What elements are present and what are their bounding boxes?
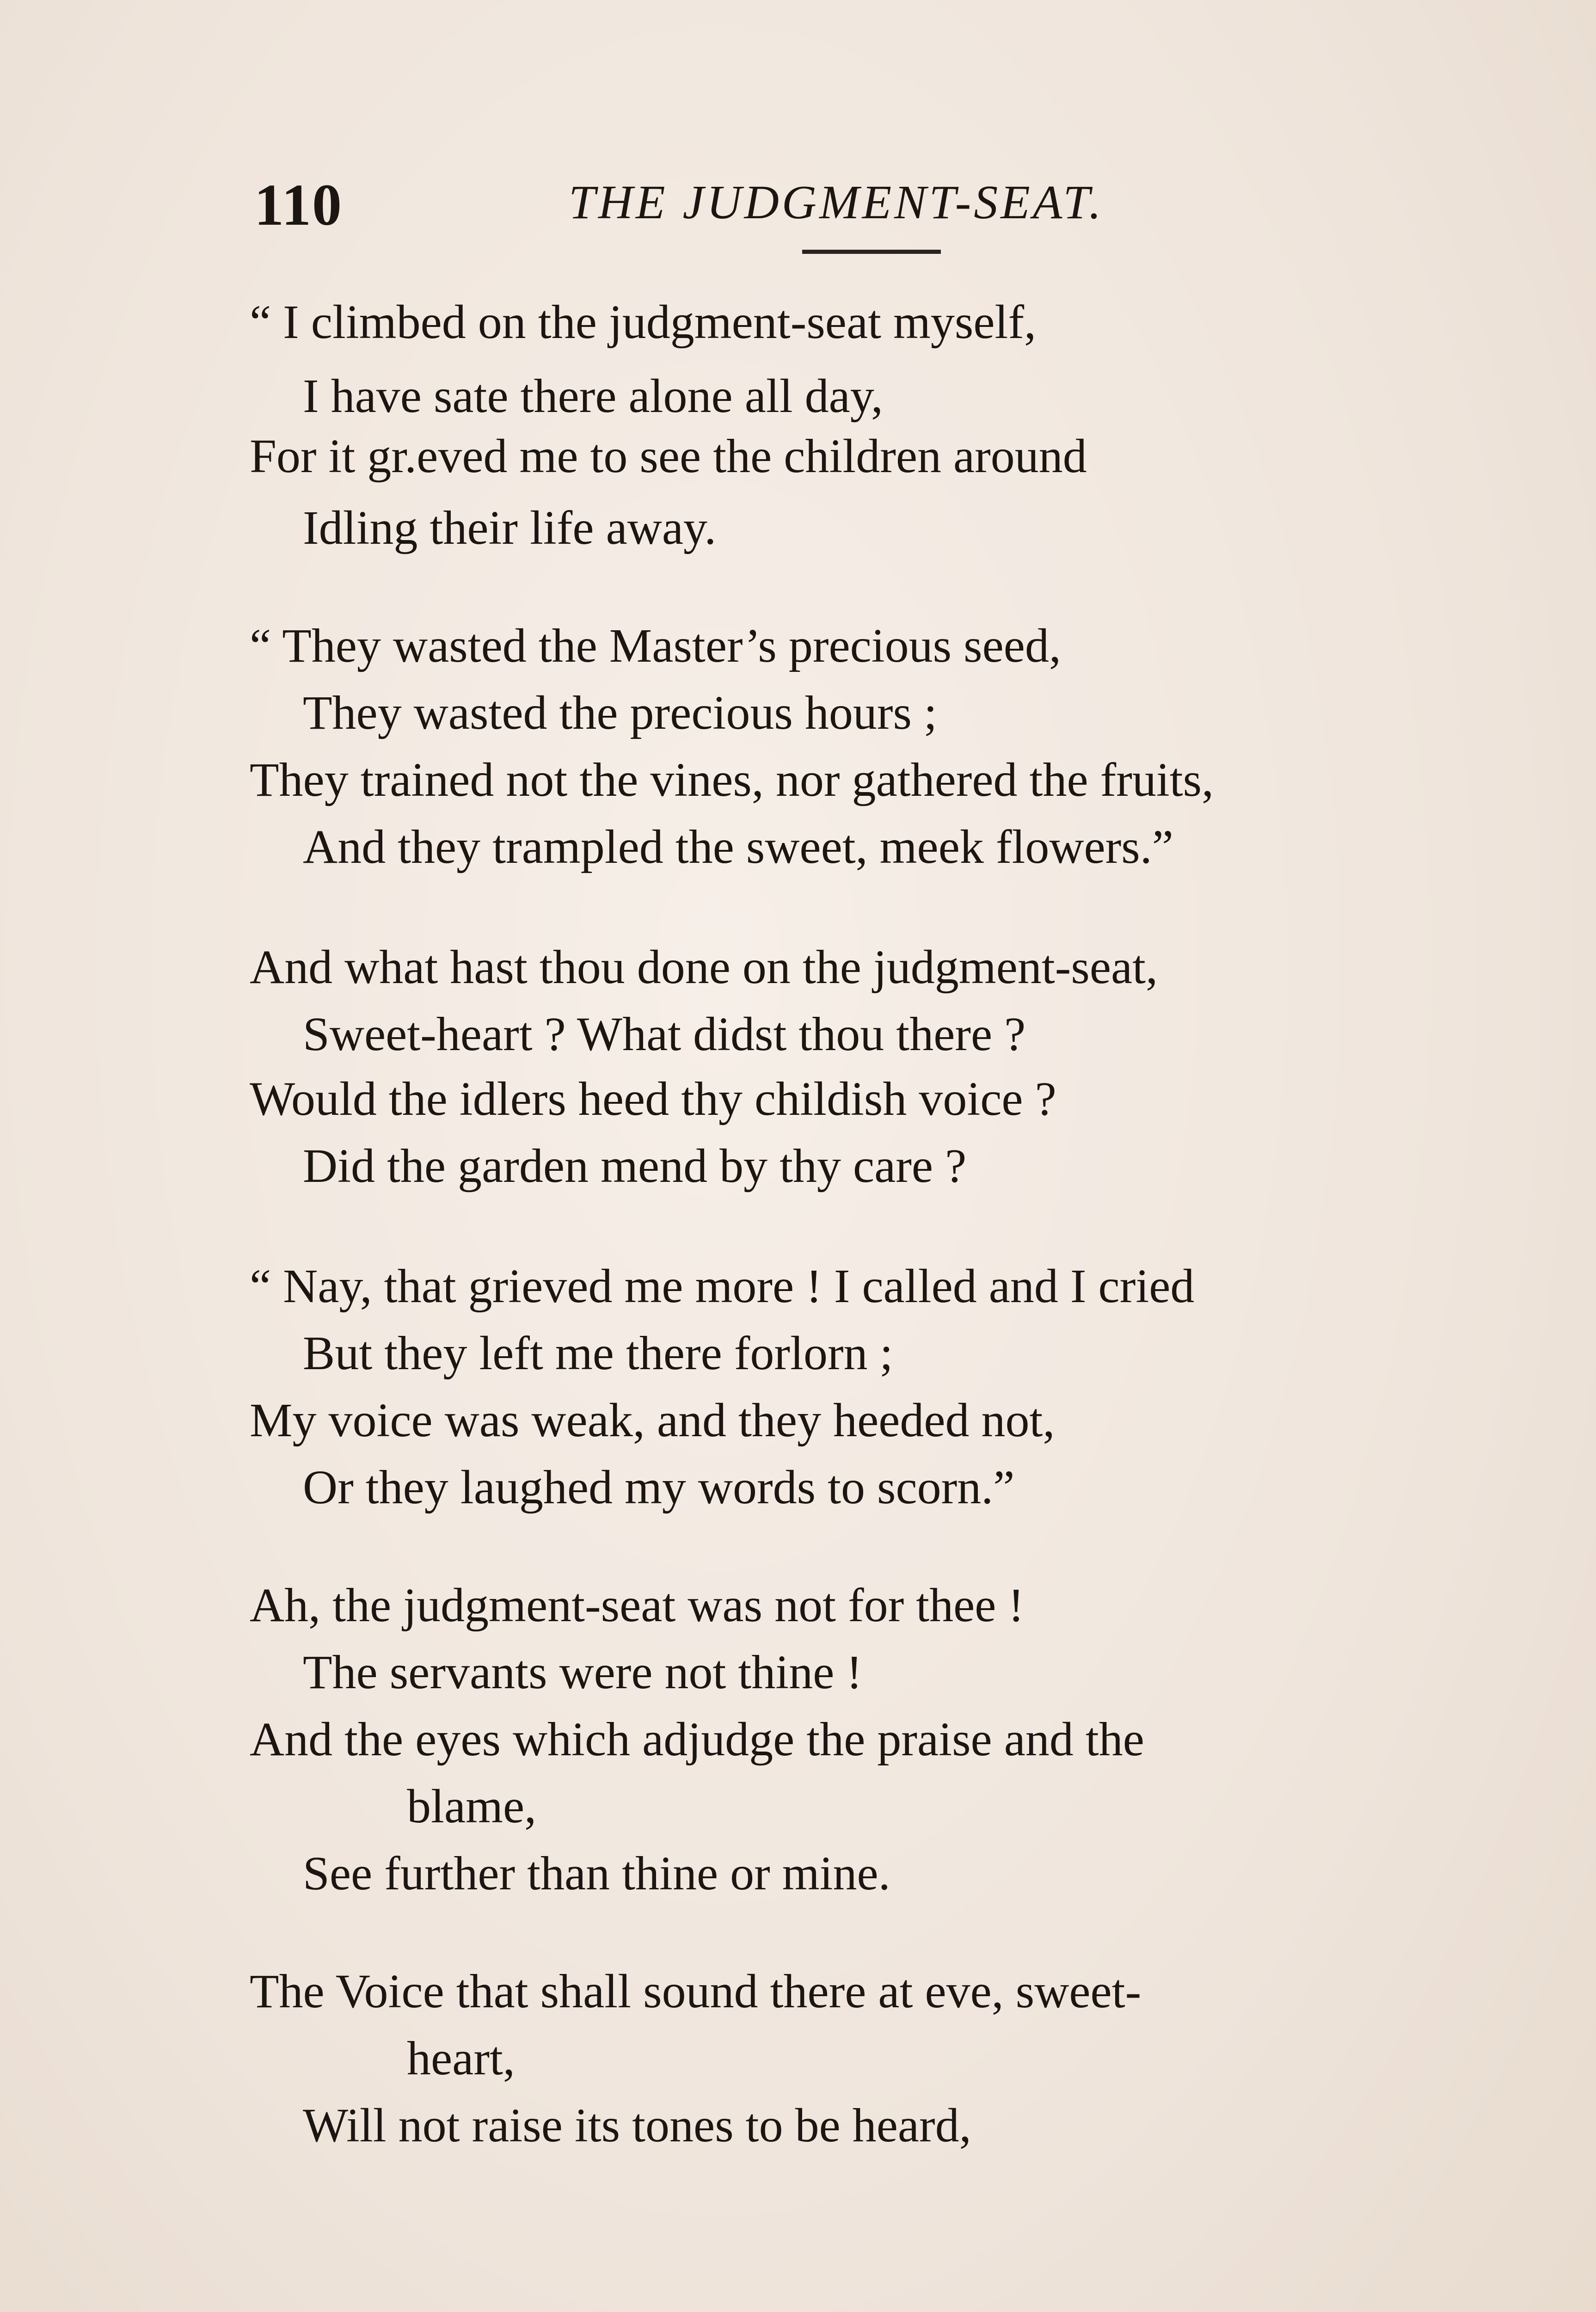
running-title: THE JUDGMENT-SEAT. xyxy=(569,176,1104,229)
poem-line: Sweet-heart ? What didst thou there ? xyxy=(303,1008,1026,1061)
poem-line: Idling their life away. xyxy=(303,501,717,554)
poem-line: My voice was weak, and they heeded not, xyxy=(250,1394,1055,1447)
poem-line: I have sate there alone all day, xyxy=(303,369,884,423)
poem-line: For it gr.eved me to see the children around xyxy=(250,430,1087,483)
poem-line: But they left me there forlorn ; xyxy=(303,1327,893,1380)
poem-line: “ Nay, that grieved me more ! I called and I cried xyxy=(250,1260,1195,1313)
running-head xyxy=(0,171,1596,236)
poem-line: Or they laughed my words to scorn.” xyxy=(303,1461,1015,1514)
poem-line: And the eyes which adjudge the praise and the xyxy=(250,1713,1144,1766)
title-rule xyxy=(802,250,941,254)
poem-line: “ They wasted the Master’s precious seed, xyxy=(250,619,1061,672)
poem-line: heart, xyxy=(407,2032,515,2085)
poem-line: The servants were not thine ! xyxy=(303,1646,863,1699)
poem-line: They wasted the precious hours ; xyxy=(303,686,937,739)
poem-line: Did the garden mend by thy care ? xyxy=(303,1139,967,1193)
poem-line: They trained not the vines, nor gathered the fruits, xyxy=(250,753,1214,806)
poem-line: Ah, the judgment-seat was not for thee ! xyxy=(250,1579,1025,1632)
poem-line: The Voice that shall sound there at eve, sweet- xyxy=(250,1965,1142,2018)
poem-line: And what hast thou done on the judgment-seat, xyxy=(250,941,1158,994)
poem-line: blame, xyxy=(407,1780,537,1833)
page-number: 110 xyxy=(254,172,343,238)
poem-line: And they trampled the sweet, meek flowers.” xyxy=(303,820,1173,873)
poem-line: See further than thine or mine. xyxy=(303,1847,890,1900)
poem-line: Would the idlers heed thy childish voice ? xyxy=(250,1072,1056,1125)
poem-line: Will not raise its tones to be heard, xyxy=(303,2099,971,2152)
poem-line: “ I climbed on the judgment-seat myself, xyxy=(250,295,1037,349)
